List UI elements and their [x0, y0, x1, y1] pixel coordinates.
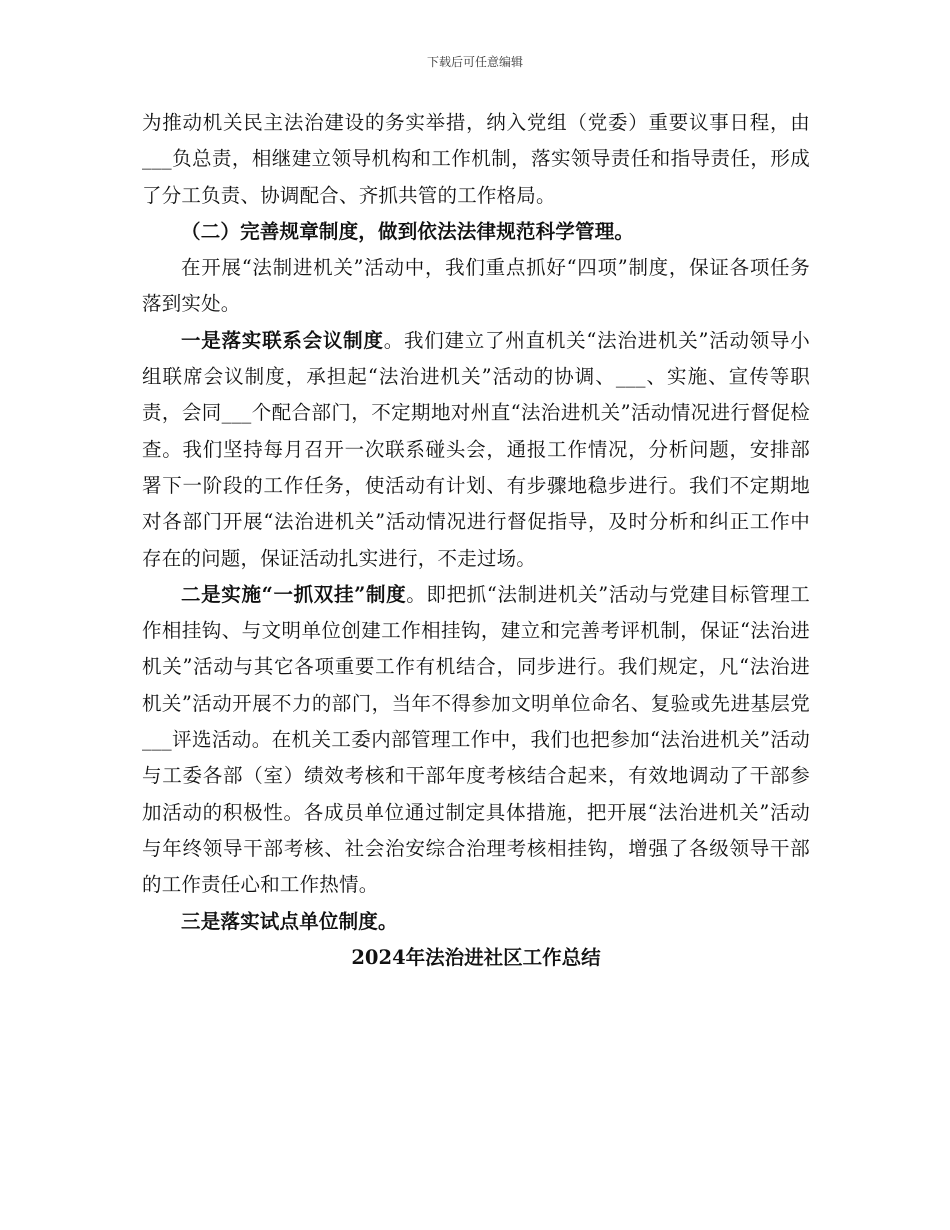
paragraph-2: 在开展“法制进机关”活动中，我们重点抓好“四项”制度，保证各项任务落到实处。	[142, 256, 810, 316]
paragraph-3	[142, 323, 810, 577]
paragraph-3-lead: 一是落实联系会议制度	[181, 328, 384, 352]
document-body	[142, 105, 810, 976]
paragraph-3-body: 。我们建立了州直机关“法治进机关”活动领导小组联席会议制度，承担起“法治进机关”活动的协调、___、实施、宣传等职责，会同___个配合部门，不定期地对州直“法治进机关”活动情况进行督促检查。我们坚持每月召开一次联系碰头会，通报工作情况，分析问题，安排部署下一阶段的工作任务，使活动有计划、有步骤地稳步进行。我们不定期地对各部门开展“法治进机关”活动情况进行督促指导，及时分析和纠正工作中存在的问题，保证活动扎实进行，不走过场。	[142, 328, 810, 570]
paragraph-4	[142, 577, 810, 904]
document-title: 2024年法治进社区工作总结	[351, 945, 601, 969]
paragraph-1: 为推动机关民主法治建设的务实举措，纳入党组（党委）重要议事日程，由___负总责，相继建立领导机构和工作机制，落实领导责任和指导责任，形成了分工负责、协调配合、齐抓共管的工作格局。	[142, 111, 810, 207]
section-heading-2: （二）完善规章制度，做到依法法律规范科学管理。	[181, 219, 635, 243]
page-header: 下载后可任意编辑	[426, 55, 523, 69]
paragraph-5: 三是落实试点单位制度。	[181, 909, 398, 933]
paragraph-4-body: 。即把抓“法制进机关”活动与党建目标管理工作相挂钩、与文明单位创建工作相挂钩，建立和完善考评机制，保证“法治进机关”活动与其它各项重要工作有机结合，同步进行。我们规定，凡“法治进机关”活动开展不力的部门，当年不得参加文明单位命名、复验或先进基层党___评选活动。在机关工委内部管理工作中，我们也把参加“法治进机关”活动与工委各部（室）绩效考核和干部年度考核结合起来，有效地调动了干部参加活动的积极性。各成员单位通过制定具体措施，把开展“法治进机关”活动与年终领导干部考核、社会治安综合治理考核相挂钩，增强了各级领导干部的工作责任心和工作热情。	[142, 582, 810, 897]
paragraph-4-lead: 二是实施“一抓双挂”制度	[181, 582, 407, 606]
